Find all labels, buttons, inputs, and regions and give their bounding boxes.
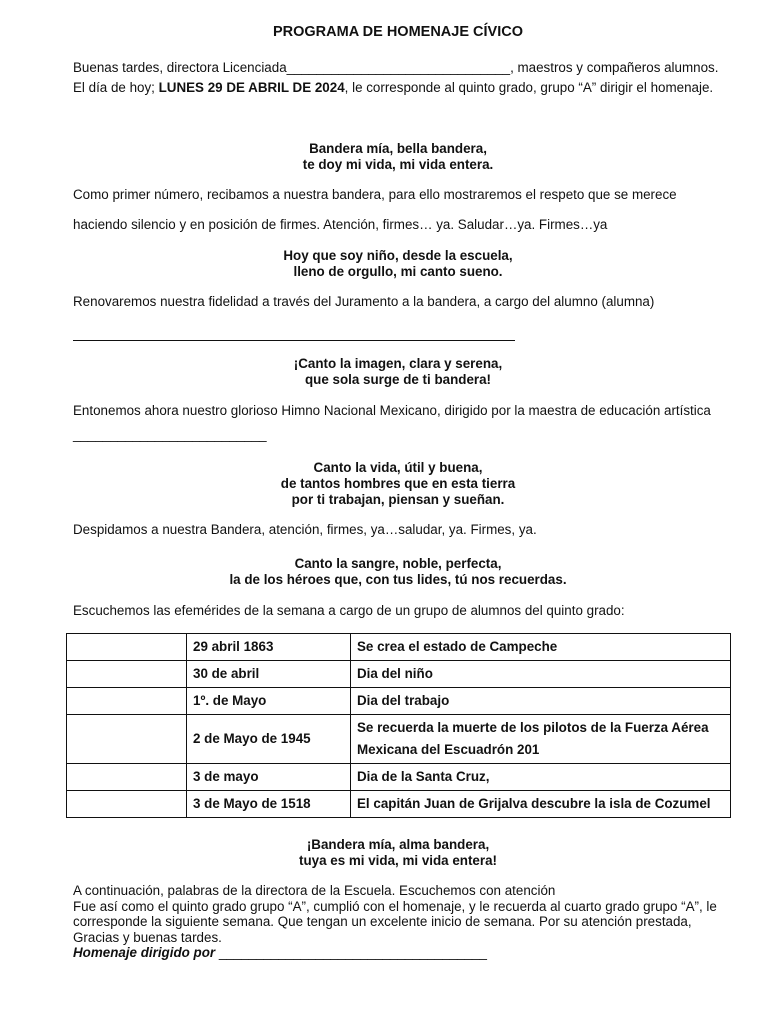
despedida-paragraph: Despidamos a nuestra Bandera, atención, firmes, ya…saludar, ya. Firmes, ya. [73, 522, 537, 537]
verse-5-line-1: Canto la sangre, noble, perfecta, [294, 556, 502, 571]
table-row [67, 764, 731, 791]
signature-label: Homenaje dirigido por [73, 945, 216, 960]
table-cell-event: El capitán Juan de Grijalva descubre la isla de Cozumel [351, 791, 731, 818]
intro-text-1: Buenas tardes, directora Licenciada [73, 60, 287, 75]
table-cell-event: Dia del trabajo [351, 688, 731, 715]
table-cell-date: 1º. de Mayo [187, 688, 351, 715]
table-cell-empty [67, 634, 187, 661]
intro-text-3: , le corresponde al quinto grado, grupo “A” dirigir el homenaje. [344, 80, 714, 95]
verse-3-line-2: que sola surge de ti bandera! [304, 372, 492, 387]
director-name-blank: ______________________________ [286, 60, 511, 75]
efemerides-table [66, 633, 731, 818]
table-row [67, 688, 731, 715]
table-cell-event: Se crea el estado de Campeche [351, 634, 731, 661]
verse-4-line-1: Canto la vida, útil y buena, [313, 460, 483, 475]
himno-paragraph [73, 399, 733, 447]
himno-teacher-blank: __________________________ [73, 427, 267, 442]
signature-blank: ____________________________________ [218, 945, 487, 960]
himno-text: Entonemos ahora nuestro glorioso Himno Nacional Mexicano, dirigido por la maestra de educación artística [73, 403, 711, 418]
closing-line-2: Fue así como el quinto grado grupo “A”, cumplió con el homenaje, y le recuerda al cuarto grado grupo “A”, le corresponde la siguiente semana. Que tengan un excelente inicio de semana. Por su atención prestada, Gracias y buenas tardes. [73, 898, 717, 945]
table-cell-event: Dia de la Santa Cruz, [351, 764, 731, 791]
closing-paragraph [73, 883, 721, 961]
signature-line [73, 945, 721, 961]
table-cell-empty [67, 661, 187, 688]
table-cell-date: 30 de abril [187, 661, 351, 688]
juramento-blank-line [73, 340, 515, 341]
verse-3-line-1: ¡Canto la imagen, clara y serena, [293, 356, 503, 371]
table-row [67, 661, 731, 688]
verse-5-line-2: la de los héroes que, con tus lides, tú nos recuerdas. [229, 572, 567, 587]
verse-5 [73, 556, 723, 588]
verse-6 [73, 837, 723, 869]
intro-text-2: , maestros y compañeros alumnos. El día de hoy; [73, 60, 719, 95]
table-cell-event: Se recuerda la muerte de los pilotos de la Fuerza Aérea Mexicana del Escuadrón 201 [351, 715, 731, 764]
juramento-paragraph: Renovaremos nuestra fidelidad a través del Juramento a la bandera, a cargo del alumno (alumna) [73, 294, 655, 309]
verse-1-line-2: te doy mi vida, mi vida entera. [302, 157, 494, 172]
verse-4-line-3: por ti trabajan, piensan y sueñan. [291, 492, 505, 507]
page-title: PROGRAMA DE HOMENAJE CÍVICO [272, 24, 523, 40]
table-cell-date: 3 de Mayo de 1518 [187, 791, 351, 818]
closing-line-1: A continuación, palabras de la directora de la Escuela. Escuchemos con atención [73, 883, 556, 898]
table-row [67, 634, 731, 661]
homenaje-date: LUNES 29 DE ABRIL DE 2024 [158, 80, 345, 95]
table-cell-empty [67, 791, 187, 818]
verse-2-line-1: Hoy que soy niño, desde la escuela, [283, 248, 513, 263]
table-cell-empty [67, 715, 187, 764]
verse-6-line-1: ¡Bandera mía, alma bandera, [306, 837, 490, 852]
verse-3 [73, 356, 723, 388]
table-row [67, 715, 731, 764]
verse-6-line-2: tuya es mi vida, mi vida entera! [299, 853, 497, 868]
table-row [67, 791, 731, 818]
bandera-paragraph: Como primer número, recibamos a nuestra bandera, para ello mostraremos el respeto que se merece haciendo silencio y en posición de firmes. Atención, firmes… ya. Saludar…ya. Firmes…ya [73, 187, 677, 232]
verse-2-line-2: lleno de orgullo, mi canto sueno. [293, 264, 503, 279]
verse-1 [73, 141, 723, 173]
table-cell-empty [67, 764, 187, 791]
table-cell-event: Dia del niño [351, 661, 731, 688]
verse-2 [73, 248, 723, 280]
table-cell-date: 2 de Mayo de 1945 [187, 715, 351, 764]
intro-paragraph [73, 58, 733, 98]
table-cell-empty [67, 688, 187, 715]
table-cell-date: 29 abril 1863 [187, 634, 351, 661]
verse-4 [73, 460, 723, 508]
efemerides-intro: Escuchemos las efemérides de la semana a cargo de un grupo de alumnos del quinto grado: [73, 603, 625, 618]
verse-1-line-1: Bandera mía, bella bandera, [309, 141, 487, 156]
verse-4-line-2: de tantos hombres que en esta tierra [280, 476, 516, 491]
table-cell-date: 3 de mayo [187, 764, 351, 791]
